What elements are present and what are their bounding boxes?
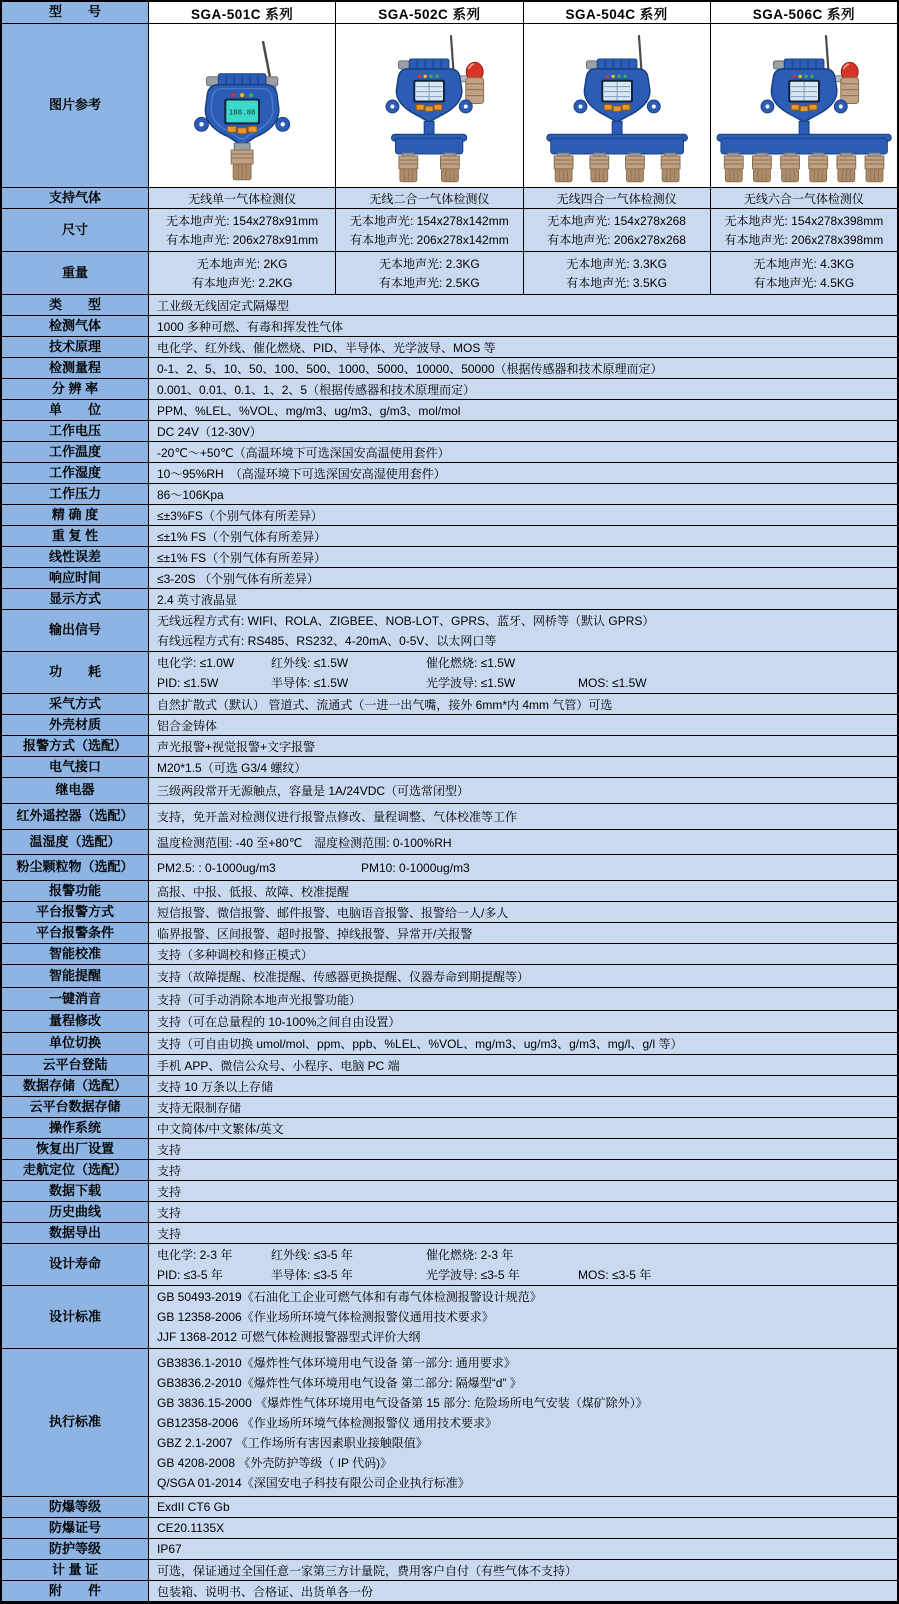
row-value: ExdII CT6 Gb xyxy=(148,1497,897,1517)
row-value: 工业级无线固定式隔爆型 xyxy=(148,295,897,315)
comparison-cell xyxy=(335,188,522,208)
device-image-sga-501c xyxy=(148,24,335,187)
spec-row-33 xyxy=(2,1055,897,1076)
row-label: 类 型 xyxy=(2,295,148,315)
comparison-cell-line: 有本地声光: 206x278x142mm xyxy=(350,233,509,248)
row-label: 重 复 性 xyxy=(2,526,148,546)
spec-row-13 xyxy=(2,568,897,589)
row-label: 防爆证号 xyxy=(2,1518,148,1538)
header-row xyxy=(2,2,897,24)
row-label: 量程修改 xyxy=(2,1011,148,1032)
row-value xyxy=(148,855,897,880)
spec-row-35 xyxy=(2,1097,897,1118)
row-label: 报警功能 xyxy=(2,881,148,901)
spec-row-45 xyxy=(2,1497,897,1518)
comparison-cell xyxy=(148,188,335,208)
comparison-cell-line: 无本地声光: 2KG xyxy=(196,256,288,271)
spec-row-7 xyxy=(2,442,897,463)
row-value: 自然扩散式（默认） 管道式、流通式（一进一出气嘴，接外 6mm*内 4mm 气管）可选 xyxy=(148,694,897,714)
row-label: 尺寸 xyxy=(2,209,148,251)
row-label: 计 量 证 xyxy=(2,1560,148,1580)
row-value: ≤±3%FS（个别气体有所差异） xyxy=(148,505,897,525)
comparison-cell xyxy=(335,252,522,294)
row-value: 支持 xyxy=(148,1160,897,1180)
row-label: 温湿度（选配） xyxy=(2,830,148,854)
spec-row-4 xyxy=(2,379,897,400)
row-label: 云平台数据存储 xyxy=(2,1097,148,1117)
row-value: 支持（可手动消除本地声光报警功能） xyxy=(148,988,897,1010)
spec-row-42 xyxy=(2,1244,897,1286)
comparison-cell xyxy=(710,209,897,251)
spec-row-39 xyxy=(2,1181,897,1202)
column-header-sga-504c: SGA-504C 系列 xyxy=(523,2,710,23)
spec-row-19 xyxy=(2,736,897,757)
row-label: 历史曲线 xyxy=(2,1202,148,1222)
comparison-row-1 xyxy=(2,209,897,252)
row-label: 支持气体 xyxy=(2,188,148,208)
spec-row-9 xyxy=(2,484,897,505)
row-label: 外壳材质 xyxy=(2,715,148,735)
row-label: 精 确 度 xyxy=(2,505,148,525)
row-value: -20℃～+50℃（高温环境下可选深国安高温使用套件） xyxy=(148,442,897,462)
spec-row-18 xyxy=(2,715,897,736)
row-label: 单 位 xyxy=(2,400,148,420)
spec-rows-section xyxy=(2,295,897,1602)
value-segment: 光学波导: ≤1.5W xyxy=(426,675,516,690)
value-line: Q/SGA 01-2014《深国安电子科技有限公司企业执行标准》 xyxy=(157,1475,470,1490)
comparison-cell-line: 无线单一气体检测仪 xyxy=(188,191,297,206)
spec-row-20 xyxy=(2,757,897,778)
value-segment: 催化燃烧: ≤1.5W xyxy=(426,655,516,670)
row-value: 1000 多种可燃、有毒和挥发性气体 xyxy=(148,316,897,336)
comparison-cell xyxy=(523,252,710,294)
row-value: 短信报警、微信报警、邮件报警、电脑语音报警、报警给一人/多人 xyxy=(148,902,897,922)
row-label: 操作系统 xyxy=(2,1118,148,1138)
spec-row-47 xyxy=(2,1539,897,1560)
spec-row-0 xyxy=(2,295,897,316)
spec-row-28 xyxy=(2,944,897,965)
row-label: 红外遥控器（选配） xyxy=(2,804,148,829)
device-image-sga-502c xyxy=(335,24,522,187)
row-value: 86～106Kpa xyxy=(148,484,897,504)
row-label: 智能校准 xyxy=(2,944,148,964)
spec-row-43 xyxy=(2,1286,897,1349)
row-value: 高报、中报、低报、故障、校准提醒 xyxy=(148,881,897,901)
row-value: 支持无限制存储 xyxy=(148,1097,897,1117)
spec-row-44 xyxy=(2,1349,897,1497)
comparison-row-2 xyxy=(2,252,897,295)
value-segment: 催化燃烧: 2-3 年 xyxy=(426,1247,514,1262)
comparison-cell-line: 无线四合一气体检测仪 xyxy=(556,191,677,206)
row-value xyxy=(148,1286,897,1348)
value-line: GB 4208-2008 《外壳防护等级（ IP 代码)》 xyxy=(157,1455,393,1470)
value-line: GB 3836.15-2000 《爆炸性气体环境用电气设备第 15 部分: 危险场所电气安装（煤矿除外）》 xyxy=(157,1395,648,1410)
value-line: 无线远程方式有: WIFI、ROLA、ZIGBEE、NOB-LOT、GPRS、蓝牙、网桥等（默认 GPRS） xyxy=(157,613,655,628)
row-value: 铝合金铸体 xyxy=(148,715,897,735)
row-label: 检测量程 xyxy=(2,358,148,378)
value-line xyxy=(157,858,889,878)
comparison-cell-line: 无本地声光: 154x278x91mm xyxy=(166,213,319,228)
spec-row-10 xyxy=(2,505,897,526)
row-label: 数据存储（选配） xyxy=(2,1076,148,1096)
comparison-cell-line: 有本地声光: 4.5KG xyxy=(753,276,855,291)
spec-row-14 xyxy=(2,589,897,610)
spec-row-37 xyxy=(2,1139,897,1160)
row-label: 设计标准 xyxy=(2,1286,148,1348)
comparison-cell-line: 无本地声光: 154x278x268 xyxy=(547,213,686,228)
comparison-cell-line: 有本地声光: 2.5KG xyxy=(379,276,480,291)
comparison-cell-line: 有本地声光: 206x278x268 xyxy=(547,233,686,248)
row-value: 中文简体/中文繁体/英文 xyxy=(148,1118,897,1138)
value-line: GBZ 2.1-2007 《工作场所有害因素职业接触限值》 xyxy=(157,1435,428,1450)
row-label: 单位切换 xyxy=(2,1033,148,1054)
row-label: 走航定位（选配） xyxy=(2,1160,148,1180)
row-label: 报警方式（选配） xyxy=(2,736,148,756)
spec-row-12 xyxy=(2,547,897,568)
row-label: 执行标准 xyxy=(2,1349,148,1496)
row-value: 支持 xyxy=(148,1139,897,1159)
spec-row-22 xyxy=(2,804,897,830)
comparison-cell xyxy=(148,209,335,251)
comparison-cell xyxy=(335,209,522,251)
comparison-cell-line: 有本地声光: 2.2KG xyxy=(191,276,293,291)
row-label: 附 件 xyxy=(2,1581,148,1601)
spec-row-2 xyxy=(2,337,897,358)
value-line: JJF 1368-2012 可燃气体检测报警器型式评价大纲 xyxy=(157,1330,421,1344)
row-value: 10～95%RH （高湿环境下可选深国安高湿使用套件） xyxy=(148,463,897,483)
spec-row-38 xyxy=(2,1160,897,1181)
comparison-cell-line: 无线六合一气体检测仪 xyxy=(743,191,864,206)
value-segment: 光学波导: ≤3-5 年 xyxy=(426,1267,520,1282)
spec-row-23 xyxy=(2,830,897,855)
comparison-cell-line: 无本地声光: 154x278x398mm xyxy=(724,213,884,228)
value-line xyxy=(157,1265,889,1285)
column-header-sga-501c: SGA-501C 系列 xyxy=(148,2,335,23)
row-label: 分 辨 率 xyxy=(2,379,148,399)
spec-row-1 xyxy=(2,316,897,337)
comparison-cell xyxy=(710,252,897,294)
row-value: 0-1、2、5、10、50、100、500、1000、5000、10000、50000（根据传感器和技术原理而定） xyxy=(148,358,897,378)
row-value: 电化学、红外线、催化燃烧、PID、半导体、光学波导、MOS 等 xyxy=(148,337,897,357)
value-segment: 电化学: 2-3 年 xyxy=(157,1247,233,1262)
spec-row-32 xyxy=(2,1033,897,1055)
comparison-cell-line: 无本地声光: 2.3KG xyxy=(379,256,480,271)
value-line xyxy=(157,1245,889,1265)
row-value: 温度检测范围: -40 至+80℃ 湿度检测范围: 0-100%RH xyxy=(148,830,897,854)
comparison-cell-line: 无本地声光: 4.3KG xyxy=(753,256,855,271)
row-value: ≤±1% FS（个别气体有所差异） xyxy=(148,526,897,546)
spec-row-21 xyxy=(2,778,897,804)
spec-row-49 xyxy=(2,1581,897,1602)
row-label: 工作温度 xyxy=(2,442,148,462)
row-value: M20*1.5（可选 G3/4 螺纹） xyxy=(148,757,897,777)
row-label: 恢复出厂设置 xyxy=(2,1139,148,1159)
comparison-cell-line: 无本地声光: 154x278x142mm xyxy=(350,213,509,228)
spec-row-29 xyxy=(2,965,897,988)
column-header-sga-502c: SGA-502C 系列 xyxy=(335,2,522,23)
model-row-label: 型 号 xyxy=(2,2,148,23)
value-segment: MOS: ≤3-5 年 xyxy=(578,1267,652,1282)
spec-row-3 xyxy=(2,358,897,379)
row-value: 包装箱、说明书、合格证、出货单各一份 xyxy=(148,1581,897,1601)
row-label: 一键消音 xyxy=(2,988,148,1010)
value-line: GB 50493-2019《石油化工企业可燃气体和有毒气体检测报警设计规范》 xyxy=(157,1290,542,1304)
value-segment: 红外线: ≤3-5 年 xyxy=(271,1247,353,1262)
value-segment: PID: ≤3-5 年 xyxy=(157,1267,223,1282)
comparison-cell-line: 有本地声光: 206x278x398mm xyxy=(724,233,884,248)
row-label: 智能提醒 xyxy=(2,965,148,987)
comparison-cell xyxy=(710,188,897,208)
row-label: 防爆等级 xyxy=(2,1497,148,1517)
comparison-cell-line: 无线二合一气体检测仪 xyxy=(369,191,490,206)
row-label: 继电器 xyxy=(2,778,148,803)
comparison-row-0 xyxy=(2,188,897,209)
value-segment: 电化学: ≤1.0W xyxy=(157,655,235,670)
spec-row-34 xyxy=(2,1076,897,1097)
spec-row-17 xyxy=(2,694,897,715)
row-label: 功 耗 xyxy=(2,652,148,693)
spec-row-11 xyxy=(2,526,897,547)
comparison-cell xyxy=(148,252,335,294)
value-segment: 红外线: ≤1.5W xyxy=(271,655,349,670)
row-label: 电气接口 xyxy=(2,757,148,777)
value-line: GB3836.2-2010《爆炸性气体环境用电气设备 第二部分: 隔爆型“d” 》 xyxy=(157,1375,522,1390)
row-value: 0.001、0.01、0.1、1、2、5（根据传感器和技术原理而定） xyxy=(148,379,897,399)
spec-row-5 xyxy=(2,400,897,421)
row-label: 采气方式 xyxy=(2,694,148,714)
spec-row-41 xyxy=(2,1223,897,1244)
row-value: DC 24V（12-30V） xyxy=(148,421,897,441)
row-value: 临界报警、区间报警、超时报警、掉线报警、异常开/关报警 xyxy=(148,923,897,943)
value-segment: MOS: ≤1.5W xyxy=(578,675,647,690)
comparison-rows-section xyxy=(2,188,897,295)
image-row-label: 图片参考 xyxy=(2,24,148,187)
value-line xyxy=(157,673,889,693)
row-label: 输出信号 xyxy=(2,610,148,651)
row-value: 支持 xyxy=(148,1223,897,1243)
row-value: 支持 xyxy=(148,1202,897,1222)
row-value: ≤±1% FS（个别气体有所差异） xyxy=(148,547,897,567)
row-label: 数据下载 xyxy=(2,1181,148,1201)
row-label: 响应时间 xyxy=(2,568,148,588)
comparison-cell xyxy=(523,188,710,208)
row-label: 显示方式 xyxy=(2,589,148,609)
row-value: CE20.1135X xyxy=(148,1518,897,1538)
row-value: 手机 APP、微信公众号、小程序、电脑 PC 端 xyxy=(148,1055,897,1075)
value-line xyxy=(157,653,889,673)
spec-row-15 xyxy=(2,610,897,652)
svg-text:188.88: 188.88 xyxy=(228,107,256,117)
row-value: 支持（故障提醒、校准提醒、传感器更换提醒、仪器寿命到期提醒等） xyxy=(148,965,897,987)
value-segment: 半导体: ≤3-5 年 xyxy=(271,1267,353,1282)
row-label: 平台报警条件 xyxy=(2,923,148,943)
value-line: 有线远程方式有: RS485、RS232、4-20mA、0-5V、以太网口等 xyxy=(157,633,497,648)
row-label: 工作压力 xyxy=(2,484,148,504)
row-label: 粉尘颗粒物（选配） xyxy=(2,855,148,880)
spec-row-16 xyxy=(2,652,897,694)
row-value: 支持（多种调校和修正模式） xyxy=(148,944,897,964)
row-value: 支持（可自由切换 umol/mol、ppm、ppb、%LEL、%VOL、mg/m3、ug/m3、g/m3、mg/l、g/l 等） xyxy=(148,1033,897,1054)
row-value xyxy=(148,1244,897,1285)
spec-row-36 xyxy=(2,1118,897,1139)
row-label: 工作电压 xyxy=(2,421,148,441)
comparison-cell-line: 有本地声光: 3.5KG xyxy=(566,276,667,291)
column-header-sga-506c: SGA-506C 系列 xyxy=(710,2,897,23)
row-value xyxy=(148,652,897,693)
row-label: 设计寿命 xyxy=(2,1244,148,1285)
spec-row-48 xyxy=(2,1560,897,1581)
value-segment: PID: ≤1.5W xyxy=(157,675,219,690)
spec-row-46 xyxy=(2,1518,897,1539)
value-segment: 半导体: ≤1.5W xyxy=(271,675,349,690)
value-segment: PM2.5: : 0-1000ug/m3 xyxy=(157,860,276,875)
spec-row-30 xyxy=(2,988,897,1011)
value-line: GB12358-2006 《作业场所环境气体检测报警仪 通用技术要求》 xyxy=(157,1415,498,1430)
row-label: 云平台登陆 xyxy=(2,1055,148,1075)
row-label: 平台报警方式 xyxy=(2,902,148,922)
value-segment: PM10: 0-1000ug/m3 xyxy=(361,860,470,875)
image-row xyxy=(2,24,897,188)
spec-row-31 xyxy=(2,1011,897,1033)
row-label: 数据导出 xyxy=(2,1223,148,1243)
row-value: 支持，免开盖对检测仪进行报警点修改、量程调整、气体校准等工作 xyxy=(148,804,897,829)
device-image-sga-506c xyxy=(710,24,897,187)
row-value: PPM、%LEL、%VOL、mg/m3、ug/m3、g/m3、mol/mol xyxy=(148,400,897,420)
comparison-cell xyxy=(523,209,710,251)
spec-row-40 xyxy=(2,1202,897,1223)
spec-row-25 xyxy=(2,881,897,902)
value-line: GB 12358-2006《作业场所环境气体检测报警仪通用技术要求》 xyxy=(157,1310,494,1324)
row-value: 支持 xyxy=(148,1181,897,1201)
spec-row-6 xyxy=(2,421,897,442)
spec-row-24 xyxy=(2,855,897,881)
spec-row-26 xyxy=(2,902,897,923)
row-label: 线性误差 xyxy=(2,547,148,567)
row-value: 支持 10 万条以上存储 xyxy=(148,1076,897,1096)
spec-row-27 xyxy=(2,923,897,944)
row-label: 技术原理 xyxy=(2,337,148,357)
row-value: 可选，保证通过全国任意一家第三方计量院，费用客户自付（有些气体不支持） xyxy=(148,1560,897,1580)
row-label: 检测气体 xyxy=(2,316,148,336)
device-image-sga-504c xyxy=(523,24,710,187)
row-label: 防护等级 xyxy=(2,1539,148,1559)
row-value: 三级两段常开无源触点，容量是 1A/24VDC（可选常闭型） xyxy=(148,778,897,803)
row-value: 2.4 英寸液晶显 xyxy=(148,589,897,609)
row-value: 声光报警+视觉报警+文字报警 xyxy=(148,736,897,756)
row-label: 重量 xyxy=(2,252,148,294)
spec-row-8 xyxy=(2,463,897,484)
comparison-cell-line: 无本地声光: 3.3KG xyxy=(566,256,667,271)
comparison-cell-line: 有本地声光: 206x278x91mm xyxy=(166,233,319,248)
row-value xyxy=(148,610,897,651)
row-label: 工作湿度 xyxy=(2,463,148,483)
row-value: ≤3-20S （个别气体有所差异） xyxy=(148,568,897,588)
value-line: GB3836.1-2010《爆炸性气体环境用电气设备 第一部分: 通用要求》 xyxy=(157,1355,516,1370)
row-value: 支持（可在总量程的 10-100%之间自由设置） xyxy=(148,1011,897,1032)
row-value: IP67 xyxy=(148,1539,897,1559)
row-value xyxy=(148,1349,897,1496)
